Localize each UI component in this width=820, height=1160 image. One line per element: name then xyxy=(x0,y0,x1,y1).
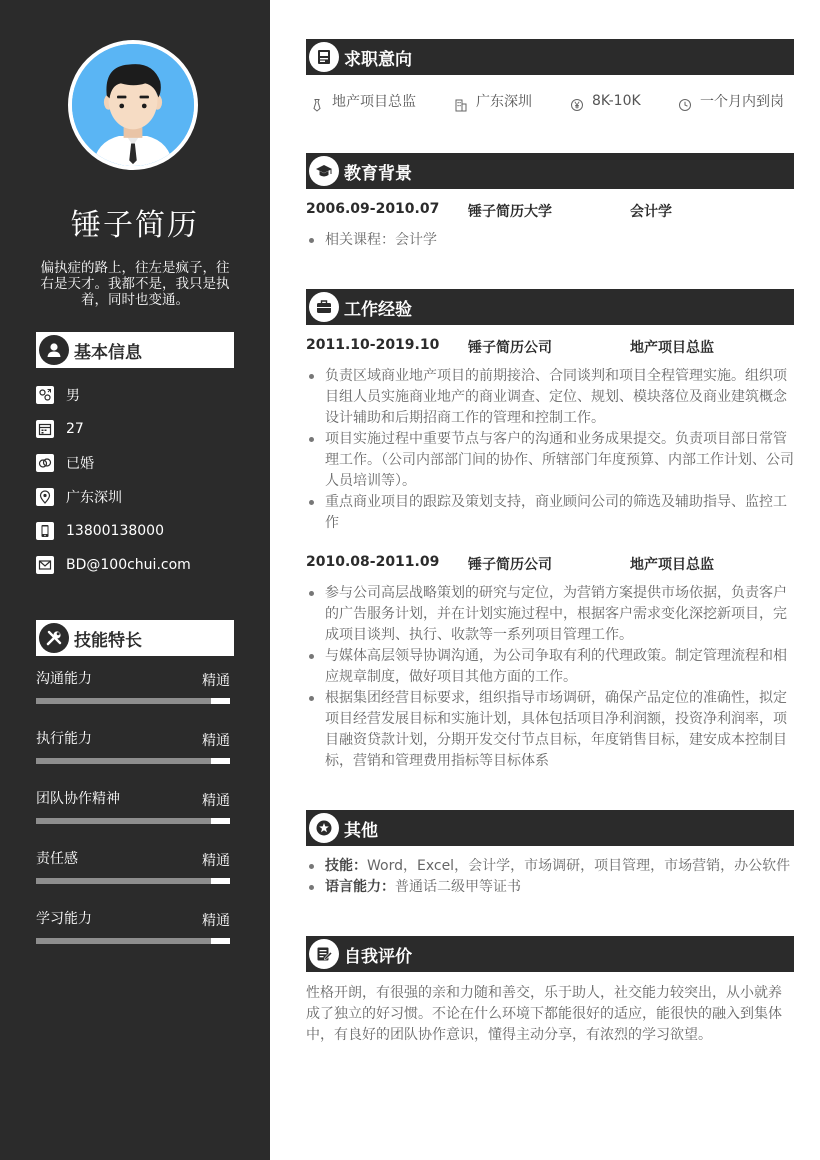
job-header xyxy=(306,337,794,359)
avatar xyxy=(68,40,198,170)
skill-name: 团队协作精神 xyxy=(36,791,120,807)
basic-info-title: 基本信息 xyxy=(74,342,142,363)
skill-item xyxy=(36,728,230,788)
intent-salary xyxy=(570,90,641,112)
skill-name: 责任感 xyxy=(36,851,78,867)
list-item xyxy=(306,877,794,898)
self-eval-title: 自我评价 xyxy=(344,946,412,967)
skills-heading xyxy=(36,620,234,656)
skill-bar xyxy=(36,818,230,824)
skill-name: 沟通能力 xyxy=(36,671,92,687)
info-phone xyxy=(36,514,236,548)
work-title: 工作经验 xyxy=(344,299,412,320)
edit-note-icon xyxy=(309,939,339,969)
info-marriage xyxy=(36,446,236,480)
yen-icon xyxy=(570,98,584,112)
phone-text: 13800138000 xyxy=(66,523,164,539)
job-bullets xyxy=(306,366,794,534)
tie-icon xyxy=(310,98,324,112)
user-icon xyxy=(39,335,69,365)
job-period: 2010.08-2011.09 xyxy=(306,554,440,570)
tools-icon xyxy=(39,623,69,653)
other-section-header xyxy=(306,810,794,846)
list-item: 项目实施过程中重要节点与客户的沟通和业务成果提交。负责项目部日常管理工作。（公司内部部门间的协作、所辖部门年度预算、内部工作计划、公司人员培训等）。 xyxy=(306,429,794,492)
info-email xyxy=(36,548,236,582)
list-item: 负责区域商业地产项目的前期接洽、合同谈判和项目全程管理实施。组织项目组人员实施商业地产的商业调查、定位、规划、模块落位及商业建筑概念设计辅助和后期招商工作的管理和控制工作。 xyxy=(306,366,794,429)
star-icon xyxy=(309,813,339,843)
skills-value: Word，Excel，会计学，市场调研，项目管理，市场营销，办公软件 xyxy=(367,858,791,874)
skill-bar xyxy=(36,758,230,764)
job-bullets xyxy=(306,583,794,772)
skill-bar xyxy=(36,938,230,944)
document-icon xyxy=(309,42,339,72)
calendar-icon xyxy=(36,420,54,438)
skill-item xyxy=(36,908,230,968)
skills-title: 技能特长 xyxy=(74,630,142,651)
intent-availability xyxy=(678,90,784,112)
phone-icon xyxy=(36,522,54,540)
intent-city xyxy=(454,90,532,112)
skill-bar xyxy=(36,698,230,704)
work-section-header xyxy=(306,289,794,325)
self-eval-section-header xyxy=(306,936,794,972)
job-period: 2011.10-2019.10 xyxy=(306,337,440,353)
location-icon xyxy=(36,488,54,506)
other-title: 其他 xyxy=(344,820,378,841)
graduation-cap-icon xyxy=(309,156,339,186)
job-company: 锤子简历公司 xyxy=(468,340,552,356)
resume-name: 锤子简历 xyxy=(71,208,199,243)
clock-icon xyxy=(678,98,692,112)
education-period: 2006.09-2010.07 xyxy=(306,201,440,217)
marriage-icon xyxy=(36,454,54,472)
list-item: 重点商业项目的跟踪及策划支持，商业顾问公司的筛选及辅助指导、监控工作 xyxy=(306,492,794,534)
skill-level: 精通 xyxy=(202,793,230,809)
skills-label: 技能： xyxy=(325,858,367,874)
intent-position-text: 地产项目总监 xyxy=(332,94,416,110)
gender-text: 男 xyxy=(66,388,80,404)
briefcase-icon xyxy=(309,292,339,322)
list-item xyxy=(306,856,794,877)
skill-item xyxy=(36,788,230,848)
intent-title: 求职意向 xyxy=(344,49,412,70)
job-title: 地产项目总监 xyxy=(630,557,714,573)
info-age xyxy=(36,412,236,446)
skill-level: 精通 xyxy=(202,853,230,869)
intent-position xyxy=(310,90,416,112)
skill-bar-fill xyxy=(36,758,211,764)
skill-bar xyxy=(36,878,230,884)
email-text: BD@100chui.com xyxy=(66,557,191,573)
info-gender xyxy=(36,378,236,412)
intent-city-text: 广东深圳 xyxy=(476,94,532,110)
education-school: 锤子简历大学 xyxy=(468,204,552,220)
skill-item xyxy=(36,848,230,908)
basic-info-heading xyxy=(36,332,234,368)
skills-list xyxy=(36,668,230,968)
skill-name: 执行能力 xyxy=(36,731,92,747)
list-item: 相关课程：会计学 xyxy=(306,230,794,251)
job-header xyxy=(306,554,794,576)
skill-bar-fill xyxy=(36,698,211,704)
language-label: 语言能力： xyxy=(325,879,395,895)
skill-bar-fill xyxy=(36,938,211,944)
education-bullets xyxy=(306,230,794,251)
skill-level: 精通 xyxy=(202,673,230,689)
skill-name: 学习能力 xyxy=(36,911,92,927)
skill-bar-fill xyxy=(36,818,211,824)
skill-bar-fill xyxy=(36,878,211,884)
gender-icon xyxy=(36,386,54,404)
list-item: 与媒体高层领导协调沟通，为公司争取有利的代理政策。制定管理流程和相应规章制度，做好项目其他方面的工作。 xyxy=(306,646,794,688)
intent-salary-text: 8K-10K xyxy=(592,93,641,109)
email-icon xyxy=(36,556,54,574)
sidebar xyxy=(0,0,270,1160)
skill-level: 精通 xyxy=(202,913,230,929)
avatar-illustration xyxy=(72,44,194,166)
age-text: 27 xyxy=(66,421,84,437)
skill-item xyxy=(36,668,230,728)
marriage-text: 已婚 xyxy=(66,456,94,472)
intent-availability-text: 一个月内到岗 xyxy=(700,94,784,110)
intent-row xyxy=(310,90,794,114)
language-value: 普通话二级甲等证书 xyxy=(395,879,521,895)
basic-info-list xyxy=(36,378,236,582)
building-icon xyxy=(454,98,468,112)
location-text: 广东深圳 xyxy=(66,490,122,506)
job-title: 地产项目总监 xyxy=(630,340,714,356)
education-major: 会计学 xyxy=(630,204,672,220)
list-item: 参与公司高层战略策划的研究与定位，为营销方案提供市场依据，负责客户的广告服务计划，并在计划实施过程中，根据客户需求变化深挖新项目，完成项目谈判、执行、收款等一系列项目管理工作。 xyxy=(306,583,794,646)
education-title: 教育背景 xyxy=(344,163,412,184)
motto-text: 偏执症的路上，往左是疯子，往右是天才。我都不是，我只是执着，同时也变通。 xyxy=(40,260,230,308)
intent-section-header xyxy=(306,39,794,75)
list-item: 根据集团经营目标要求，组织指导市场调研，确保产品定位的准确性，拟定项目经营发展目标和实施计划，具体包括项目净利润额，投资净利润率，项目融资贷款计划，分期开发交付节点目标，年度销售目标，建安成本控制目标，营销和管理费用指标等目标体系 xyxy=(306,688,794,772)
self-eval-text: 性格开朗，有很强的亲和力随和善交，乐于助人，社交能力较突出，从小就养成了独立的好习惯。不论在什么环境下都能很好的适应，能很快的融入到集体中，有良好的团队协作意识，懂得主动分享，有浓烈的学习欲望。 xyxy=(306,985,782,1043)
other-bullets xyxy=(306,856,794,898)
education-section-header xyxy=(306,153,794,189)
skill-level: 精通 xyxy=(202,733,230,749)
education-entry-header xyxy=(306,201,794,223)
job-company: 锤子简历公司 xyxy=(468,557,552,573)
info-location xyxy=(36,480,236,514)
